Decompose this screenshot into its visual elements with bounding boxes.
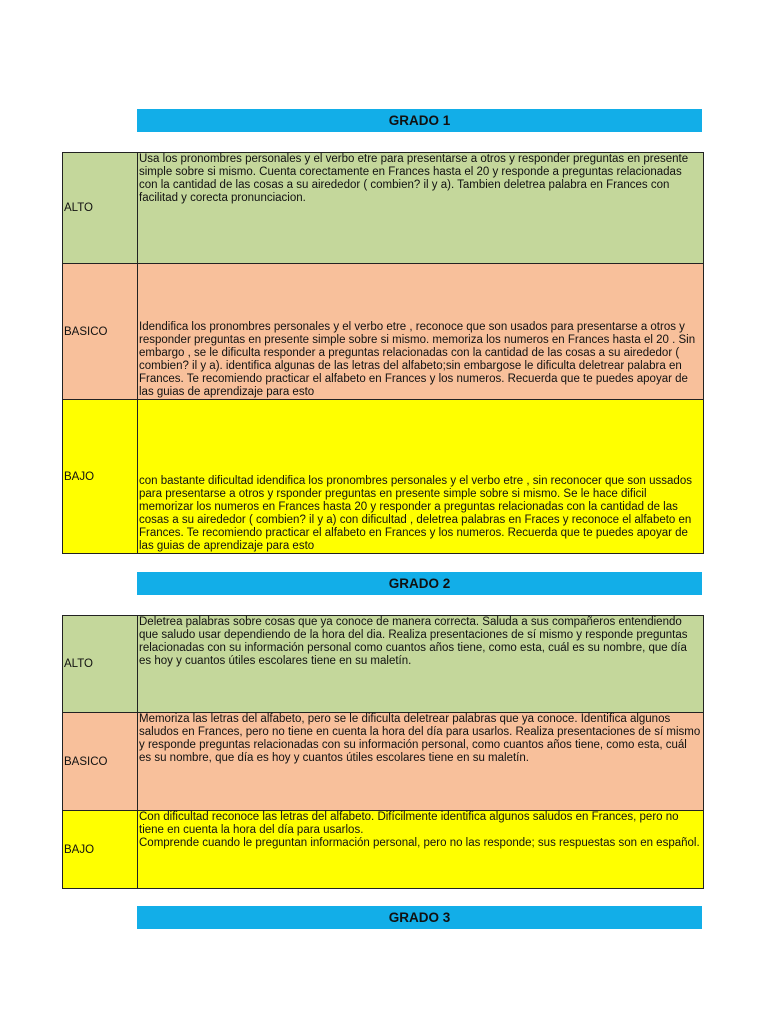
- description-text: con bastante dificultad idendifica los pronombres personales y el verbo etre , sin reconocer que son ussados para presentarse a otros y rsponder preguntas en presente simple sobre si mismo. Se le hace dificil memorizar los numeros en Frances hasta 20 y responder a preguntas relacionadas con la cantidad de las cosas a su airededor ( combien? il y a) con dificultad , deletrea palabras en Fraces y reconoce el alfabeto en Frances. Te recomiendo practicar el alfabeto en Frances y los numeros. Recuerda que te puedes apoyar de las guias de aprendizaje para esto: [139, 475, 692, 552]
- description-text: Deletrea palabras sobre cosas que ya conoce de manera correcta. Saluda a sus compañeros entendiendo que saludo usar dependiendo de la hora del dia. Realiza presentaciones de sí mismo y responde preguntas relacionadas con su información personal como cuantos años tiene, como esta, cuál es su nombre, que día es hoy y cuantos útiles escolares tiene en su maletín.: [139, 616, 688, 667]
- grado-2-row-alto: [63, 616, 703, 713]
- grado-2-row-bajo: [63, 811, 703, 888]
- description-text: Idendifica los pronombres personales y el verbo etre , reconoce que son usados para presentarse a otros y responder preguntas en presente simple sobre si mismo. memoriza los numeros en Frances hasta el 20 . Sin embargo , se le dificulta responder a preguntas relacionadas con la cantidad de las cosas a su airededor ( combien? il y a). identifica algunas de las letras del alfabeto;sin embargose le dificulta deletrear palabra en Frances. Te recomiendo practicar el alfabeto en Frances y los numeros. Recuerda que te puedes apoyar de las guias de aprendizaje para esto: [139, 321, 696, 398]
- level-label-bajo: BAJO: [63, 400, 138, 553]
- level-label-alto: ALTO: [63, 153, 138, 263]
- level-description-basico: [138, 264, 703, 399]
- level-label-basico: BASICO: [63, 264, 138, 399]
- level-label-alto: ALTO: [63, 616, 138, 712]
- description-text-2: Comprende cuando le preguntan información personal, pero no las responde; sus respuestas son en español.: [139, 837, 700, 849]
- description-text: Memoriza las letras del alfabeto, pero se le dificulta deletrear palabras que ya conoce. Identifica algunos saludos en Frances, pero no tiene en cuenta la hora del día para usarlos. Realiza presentaciones de sí mismo y responde preguntas relacionadas con su información personal, como cuantos años tiene, como esta, cuál es su nombre, que día es hoy y cuantos útiles escolares tiene en su maletín.: [139, 713, 701, 764]
- level-description-basico: [138, 713, 703, 810]
- grado-1-table: [62, 152, 704, 554]
- description-text: Usa los pronombres personales y el verbo etre para presentarse a otros y responder preguntas en presente simple sobre si mismo. Cuenta corectamente en Frances hasta el 20 y responde a preguntas relacionadas con la cantidad de las cosas a su airededor ( combien? il y a). Tambien deletrea palabra en Frances con facilitad y corecta pronunciacion.: [139, 153, 689, 204]
- grado-2-table: [62, 615, 704, 889]
- grado-1-header: GRADO 1: [137, 109, 702, 132]
- grado-1-row-bajo: [63, 400, 703, 553]
- level-description-bajo: [138, 400, 703, 553]
- grado-3-header: GRADO 3: [137, 906, 702, 929]
- grado-1-row-alto: [63, 153, 703, 264]
- level-description-bajo: [138, 811, 703, 888]
- grado-2-header: GRADO 2: [137, 572, 702, 595]
- grado-2-row-basico: [63, 713, 703, 811]
- level-description-alto: [138, 616, 703, 712]
- level-label-basico: BASICO: [63, 713, 138, 810]
- grado-1-row-basico: [63, 264, 703, 400]
- level-label-bajo: BAJO: [63, 811, 138, 888]
- level-description-alto: [138, 153, 703, 263]
- description-text-1: Con dificultad reconoce las letras del alfabeto. Difícilmente identifica algunos saludos en Frances, pero no tiene en cuenta la hora del día para usarlos.: [139, 811, 679, 836]
